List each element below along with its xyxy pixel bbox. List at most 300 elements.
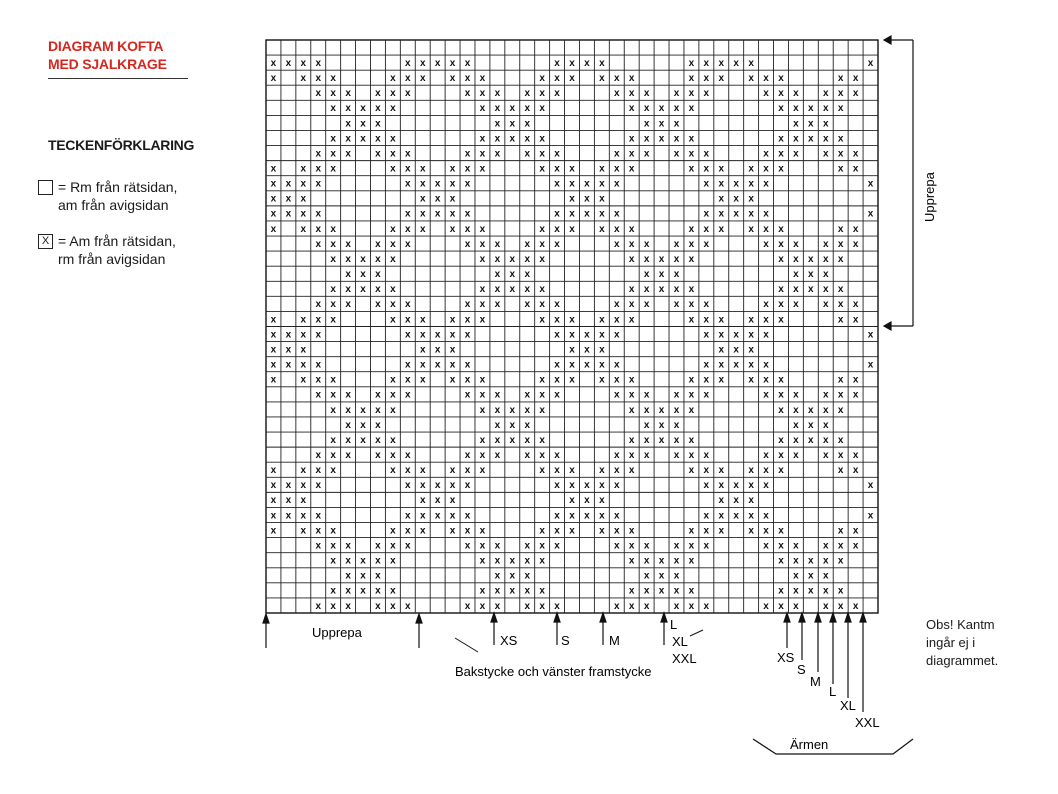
stitch-mark-x: x [837, 585, 844, 597]
stitch-mark-x: x [509, 555, 516, 567]
stitch-mark-x: x [464, 389, 471, 401]
stitch-mark-x: x [822, 585, 829, 597]
stitch-mark-x: x [778, 238, 784, 250]
stitch-mark-x: x [643, 133, 650, 145]
stitch-mark-x: x [808, 103, 814, 115]
stitch-mark-x: x [494, 389, 501, 401]
stitch-mark-x: x [763, 314, 769, 326]
stitch-mark-x: x [748, 193, 754, 205]
stitch-mark-x: x [360, 269, 366, 281]
stitch-mark-x: x [628, 525, 635, 537]
stitch-mark-x: x [539, 585, 545, 597]
stitch-mark-x: x [822, 284, 829, 296]
body-size-arrows [455, 613, 703, 652]
stitch-mark-x: x [778, 389, 784, 401]
stitch-mark-x: x [643, 389, 650, 401]
stitch-mark-x: x [405, 238, 411, 250]
stitch-mark-x: x [464, 449, 471, 461]
stitch-mark-x: x [285, 193, 292, 205]
stitch-mark-x: x [703, 73, 710, 85]
stitch-mark-x: x [852, 88, 859, 100]
stitch-mark-x: x [449, 465, 456, 477]
stitch-mark-x: x [569, 495, 575, 507]
stitch-mark-x: x [584, 510, 590, 522]
stitch-mark-x: x [449, 344, 456, 356]
stitch-mark-x: x [524, 118, 531, 130]
stitch-mark-x: x [763, 73, 769, 85]
stitch-mark-x: x [494, 118, 501, 130]
stitch-mark-x: x [524, 585, 531, 597]
stitch-mark-x: x [405, 600, 411, 612]
legend-item-x-line-2: rm från avigsidan [58, 251, 166, 267]
body-size-m: M [609, 633, 620, 648]
stitch-mark-x: x [464, 223, 471, 235]
stitch-mark-x: x [837, 600, 844, 612]
stitch-mark-x: x [419, 57, 426, 69]
stitch-mark-x: x [643, 449, 650, 461]
stitch-mark-x: x [658, 555, 665, 567]
stitch-mark-x: x [703, 223, 710, 235]
stitch-mark-x: x [748, 480, 754, 492]
stitch-mark-x: x [494, 600, 501, 612]
stitch-mark-x: x [464, 163, 471, 175]
stitch-mark-x: x [360, 284, 366, 296]
stitch-mark-x: x [852, 374, 859, 386]
stitch-mark-x: x [405, 299, 411, 311]
stitch-mark-x: x [315, 525, 322, 537]
stitch-mark-x: x [837, 434, 844, 446]
stitch-mark-x: x [494, 88, 501, 100]
stitch-mark-x: x [300, 208, 307, 220]
stitch-mark-x: x [375, 449, 381, 461]
stitch-mark-x: x [628, 238, 635, 250]
stitch-mark-x: x [599, 495, 605, 507]
sleeve-size-m: M [810, 674, 821, 689]
stitch-mark-x: x [673, 389, 680, 401]
stitch-mark-x: x [584, 359, 590, 371]
stitch-mark-x: x [300, 359, 307, 371]
stitch-mark-x: x [390, 585, 396, 597]
stitch-mark-x: x [643, 284, 650, 296]
stitch-mark-x: x [599, 525, 605, 537]
stitch-mark-x: x [375, 269, 381, 281]
stitch-mark-x: x [808, 570, 814, 582]
note-line-1: Obs! Kantm [926, 617, 995, 632]
stitch-mark-x: x [793, 404, 799, 416]
stitch-mark-x: x [569, 329, 575, 341]
stitch-mark-x: x [434, 495, 441, 507]
stitch-mark-x: x [405, 178, 411, 190]
stitch-mark-x: x [673, 585, 680, 597]
stitch-mark-x: x [599, 344, 605, 356]
stitch-mark-x: x [464, 525, 471, 537]
stitch-mark-x: x [837, 525, 844, 537]
stitch-mark-x: x [330, 449, 336, 461]
stitch-mark-x: x [688, 299, 695, 311]
stitch-mark-x: x [405, 510, 411, 522]
stitch-mark-x: x [599, 163, 605, 175]
stitch-mark-x: x [554, 449, 560, 461]
stitch-mark-x: x [330, 163, 336, 175]
stitch-mark-x: x [599, 223, 605, 235]
legend-item-x-line-1: = Am från rätsidan, [58, 233, 176, 249]
stitch-mark-x: x [673, 284, 680, 296]
stitch-mark-x: x [808, 118, 814, 130]
stitch-mark-x: x [852, 449, 859, 461]
stitch-mark-x: x [509, 118, 516, 130]
stitch-mark-x: x [673, 600, 680, 612]
stitch-mark-x: x [315, 299, 322, 311]
stitch-mark-x: x [554, 314, 560, 326]
stitch-mark-x: x [763, 163, 769, 175]
stitch-mark-x: x [539, 133, 545, 145]
stitch-mark-x: x [270, 223, 277, 235]
stitch-mark-x: x [330, 540, 336, 552]
stitch-mark-x: x [375, 540, 381, 552]
stitch-mark-x: x [270, 525, 277, 537]
stitch-mark-x: x [837, 555, 844, 567]
stitch-mark-x: x [315, 600, 322, 612]
stitch-mark-x: x [300, 465, 307, 477]
stitch-mark-x: x [390, 148, 396, 160]
stitch-mark-x: x [405, 540, 411, 552]
stitch-mark-x: x [658, 253, 665, 265]
stitch-mark-x: x [270, 465, 277, 477]
stitch-mark-x: x [703, 525, 710, 537]
body-size-s: S [561, 633, 570, 648]
stitch-mark-x: x [419, 465, 426, 477]
stitch-mark-x: x [763, 208, 769, 220]
body-size-xl: XL [672, 634, 688, 649]
stitch-mark-x: x [494, 148, 501, 160]
stitch-mark-x: x [360, 555, 366, 567]
stitch-mark-x: x [837, 223, 844, 235]
stitch-mark-x: x [688, 103, 695, 115]
stitch-mark-x: x [867, 480, 874, 492]
stitch-mark-x: x [793, 118, 799, 130]
stitch-mark-x: x [539, 540, 545, 552]
stitch-mark-x: x [793, 238, 799, 250]
stitch-mark-x: x [539, 374, 545, 386]
stitch-mark-x: x [822, 103, 829, 115]
stitch-mark-x: x [524, 148, 531, 160]
stitch-mark-x: x [554, 359, 560, 371]
stitch-mark-x: x [643, 570, 650, 582]
stitch-mark-x: x [390, 299, 396, 311]
stitch-mark-x: x [330, 555, 336, 567]
stitch-mark-x: x [778, 600, 784, 612]
stitch-mark-x: x [419, 344, 426, 356]
stitch-mark-x: x [405, 88, 411, 100]
stitch-mark-x: x [449, 480, 456, 492]
stitch-mark-x: x [330, 299, 336, 311]
stitch-mark-x: x [524, 88, 531, 100]
stitch-mark-x: x [778, 465, 784, 477]
stitch-mark-x: x [837, 540, 844, 552]
stitch-mark-x: x [643, 585, 650, 597]
stitch-mark-x: x [554, 525, 560, 537]
stitch-mark-x: x [793, 269, 799, 281]
stitch-mark-x: x [867, 178, 874, 190]
stitch-mark-x: x [479, 163, 486, 175]
stitch-mark-x: x [613, 208, 620, 220]
stitch-mark-x: x [479, 389, 486, 401]
stitch-mark-x: x [748, 374, 754, 386]
stitch-mark-x: x [778, 284, 784, 296]
stitch-mark-x: x [643, 103, 650, 115]
stitch-mark-x: x [599, 57, 605, 69]
stitch-mark-x: x [464, 374, 471, 386]
stitch-mark-x: x [390, 525, 396, 537]
stitch-mark-x: x [793, 570, 799, 582]
stitch-mark-x: x [524, 284, 531, 296]
stitch-mark-x: x [718, 465, 725, 477]
stitch-mark-x: x [703, 600, 710, 612]
stitch-mark-x: x [837, 88, 844, 100]
stitch-mark-x: x [315, 540, 322, 552]
stitch-mark-x: x [688, 148, 695, 160]
body-size-xxl: XXL [672, 651, 697, 666]
stitch-mark-x: x [345, 103, 351, 115]
stitch-mark-x: x [419, 223, 426, 235]
stitch-mark-x: x [345, 600, 351, 612]
stitch-mark-x: x [405, 465, 411, 477]
stitch-mark-x: x [285, 329, 292, 341]
stitch-mark-x: x [613, 88, 620, 100]
stitch-mark-x: x [554, 148, 560, 160]
stitch-mark-x: x [613, 163, 620, 175]
stitch-mark-x: x [375, 253, 381, 265]
stitch-mark-x: x [464, 600, 471, 612]
stitch-mark-x: x [852, 223, 859, 235]
stitch-mark-x: x [733, 495, 739, 507]
stitch-mark-x: x [733, 178, 739, 190]
stitch-mark-x: x [748, 465, 754, 477]
stitch-mark-x: x [837, 404, 844, 416]
stitch-mark-x: x [405, 314, 411, 326]
stitch-mark-x: x [300, 510, 307, 522]
stitch-mark-x: x [763, 148, 769, 160]
stitch-mark-x: x [390, 314, 396, 326]
stitch-mark-x: x [822, 88, 829, 100]
stitch-mark-x: x [270, 480, 277, 492]
stitch-mark-x: x [688, 374, 695, 386]
stitch-mark-x: x [778, 314, 784, 326]
stitch-mark-x: x [599, 208, 605, 220]
stitch-mark-x: x [315, 57, 322, 69]
stitch-mark-x: x [285, 57, 292, 69]
stitch-mark-x: x [703, 163, 710, 175]
stitch-mark-x: x [703, 465, 710, 477]
stitch-mark-x: x [554, 374, 560, 386]
stitch-mark-x: x [643, 253, 650, 265]
stitch-mark-x: x [569, 344, 575, 356]
stitch-mark-x: x [345, 404, 351, 416]
sleeve-size-xs: XS [777, 650, 795, 665]
stitch-mark-x: x [584, 208, 590, 220]
stitch-mark-x: x [808, 585, 814, 597]
stitch-mark-x: x [628, 374, 635, 386]
stitch-mark-x: x [688, 133, 695, 145]
stitch-mark-x: x [479, 404, 486, 416]
stitch-mark-x: x [808, 555, 814, 567]
stitch-mark-x: x [434, 510, 441, 522]
stitch-mark-x: x [793, 284, 799, 296]
stitch-mark-x: x [390, 434, 396, 446]
stitch-mark-x: x [554, 238, 560, 250]
stitch-mark-x: x [509, 434, 516, 446]
stitch-mark-x: x [852, 148, 859, 160]
stitch-mark-x: x [613, 329, 620, 341]
stitch-mark-x: x [643, 269, 650, 281]
stitch-mark-x: x [658, 404, 665, 416]
stitch-mark-x: x [524, 434, 531, 446]
stitch-mark-x: x [822, 540, 829, 552]
stitch-mark-x: x [464, 208, 471, 220]
stitch-mark-x: x [628, 465, 635, 477]
stitch-mark-x: x [405, 480, 411, 492]
stitch-mark-x: x [569, 510, 575, 522]
stitch-mark-x: x [822, 449, 829, 461]
stitch-mark-x: x [509, 133, 516, 145]
stitch-mark-x: x [718, 329, 725, 341]
stitch-mark-x: x [285, 208, 292, 220]
stitch-mark-x: x [852, 163, 859, 175]
sleeve-size-s: S [797, 662, 806, 677]
stitch-mark-x: x [375, 238, 381, 250]
stitch-mark-x: x [658, 419, 665, 431]
title-line-2: MED SJALKRAGE [48, 56, 167, 72]
legend-item-empty-line-2: am från avigsidan [58, 197, 169, 213]
stitch-mark-x: x [300, 73, 307, 85]
stitch-mark-x: x [628, 103, 635, 115]
stitch-mark-x: x [822, 299, 829, 311]
stitch-mark-x: x [643, 555, 650, 567]
stitch-mark-x: x [673, 148, 680, 160]
stitch-mark-x: x [822, 434, 829, 446]
stitch-mark-x: x [434, 57, 441, 69]
stitch-mark-x: x [703, 238, 710, 250]
stitch-mark-x: x [479, 148, 486, 160]
sleeve-size-l: L [829, 684, 837, 699]
legend-item-empty-line-1: = Rm från rätsidan, [58, 179, 178, 195]
stitch-mark-x: x [300, 329, 307, 341]
stitch-mark-x: x [300, 480, 307, 492]
stitch-mark-x: x [434, 344, 441, 356]
stitch-mark-x: x [345, 284, 351, 296]
stitch-mark-x: x [733, 480, 739, 492]
stitch-mark-x: x [270, 329, 277, 341]
stitch-mark-x: x [569, 178, 575, 190]
stitch-mark-x: x [360, 404, 366, 416]
stitch-mark-x: x [554, 178, 560, 190]
stitch-mark-x: x [703, 208, 710, 220]
stitch-mark-x: x [822, 148, 829, 160]
stitch-mark-x: x [375, 284, 381, 296]
stitch-mark-x: x [718, 178, 725, 190]
stitch-mark-x: x [330, 374, 336, 386]
stitch-mark-x: x [673, 133, 680, 145]
stitch-mark-x: x [390, 284, 396, 296]
stitch-mark-x: x [524, 540, 531, 552]
stitch-mark-x: x [808, 133, 814, 145]
stitch-mark-x: x [539, 253, 545, 265]
stitch-mark-x: x [270, 163, 277, 175]
stitch-mark-x: x [300, 495, 307, 507]
stitch-mark-x: x [793, 419, 799, 431]
note-line-3: diagrammet. [926, 653, 999, 668]
stitch-mark-x: x [300, 163, 307, 175]
repeat-label-right: Upprepa [922, 172, 937, 222]
stitch-mark-x: x [852, 299, 859, 311]
stitch-mark-x: x [688, 57, 695, 69]
stitch-mark-x: x [554, 389, 560, 401]
stitch-mark-x: x [628, 555, 635, 567]
stitch-mark-x: x [793, 434, 799, 446]
stitch-mark-x: x [479, 449, 486, 461]
stitch-mark-x: x [673, 419, 680, 431]
stitch-mark-x: x [643, 434, 650, 446]
stitch-mark-x: x [658, 118, 665, 130]
stitch-mark-x: x [703, 540, 710, 552]
stitch-mark-x: x [688, 88, 695, 100]
stitch-mark-x: x [778, 434, 784, 446]
stitch-mark-x: x [375, 88, 381, 100]
stitch-mark-x: x [837, 314, 844, 326]
stitch-mark-x: x [658, 269, 665, 281]
stitch-mark-x: x [345, 118, 351, 130]
stitch-mark-x: x [509, 585, 516, 597]
stitch-mark-x: x [778, 374, 784, 386]
stitch-mark-x: x [360, 419, 366, 431]
stitch-mark-x: x [837, 465, 844, 477]
stitch-mark-x: x [464, 359, 471, 371]
stitch-mark-x: x [494, 449, 501, 461]
stitch-mark-x: x [539, 600, 545, 612]
stitch-mark-x: x [569, 314, 575, 326]
stitch-mark-x: x [390, 600, 396, 612]
stitch-mark-x: x [688, 163, 695, 175]
stitch-mark-x: x [852, 540, 859, 552]
stitch-mark-x: x [673, 570, 680, 582]
stitch-mark-x: x [778, 540, 784, 552]
stitch-mark-x: x [778, 299, 784, 311]
stitch-mark-x: x [867, 510, 874, 522]
stitch-mark-x: x [524, 555, 531, 567]
stitch-mark-x: x [718, 208, 725, 220]
stitch-mark-x: x [703, 88, 710, 100]
stitch-mark-x: x [285, 344, 292, 356]
stitch-mark-x: x [494, 585, 501, 597]
stitch-mark-x: x [509, 404, 516, 416]
stitch-mark-x: x [464, 314, 471, 326]
stitch-mark-x: x [449, 193, 456, 205]
stitch-mark-x: x [599, 359, 605, 371]
stitch-mark-x: x [479, 133, 486, 145]
stitch-mark-x: x [375, 570, 381, 582]
stitch-mark-x: x [569, 57, 575, 69]
stitch-mark-x: x [733, 329, 739, 341]
stitch-mark-x: x [345, 148, 351, 160]
stitch-mark-x: x [345, 238, 351, 250]
stitch-mark-x: x [360, 118, 366, 130]
stitch-mark-x: x [569, 208, 575, 220]
stitch-mark-x: x [822, 238, 829, 250]
stitch-mark-x: x [479, 238, 486, 250]
stitch-mark-x: x [375, 600, 381, 612]
stitch-mark-x: x [673, 269, 680, 281]
stitch-mark-x: x [718, 359, 725, 371]
